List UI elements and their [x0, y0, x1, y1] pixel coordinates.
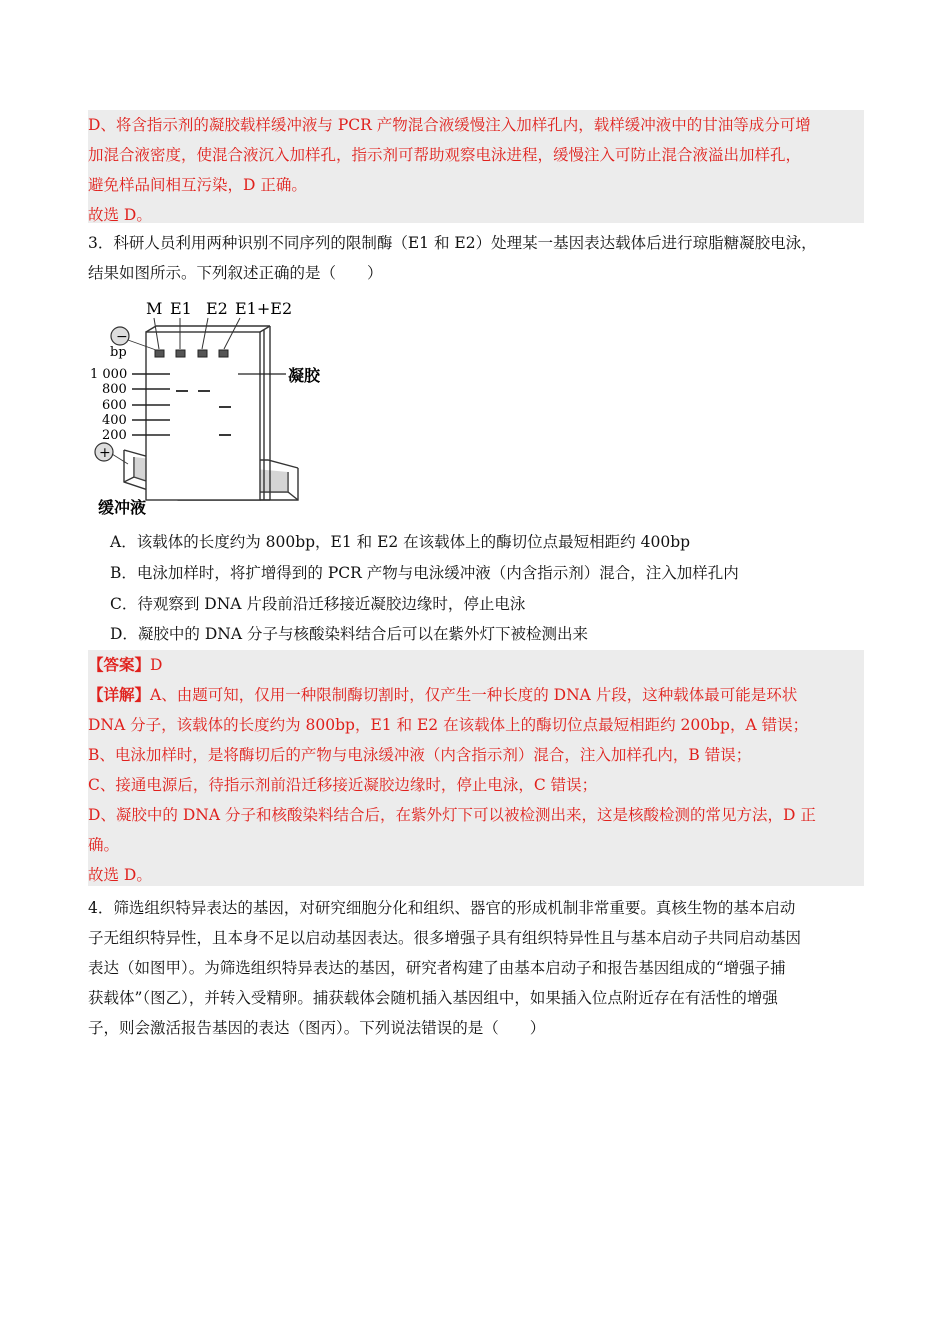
answer-value: D	[150, 656, 163, 674]
gel-label: 凝胶	[288, 366, 321, 385]
question-stem-line: 子，则会激活报告基因的表达（图丙）。下列说法错误的是（ ）	[88, 1019, 546, 1037]
option-b: B．电泳加样时，将扩增得到的 PCR 产物与电泳缓冲液（内含指示剂）混合，注入加样孔内	[110, 564, 739, 582]
positive-sign: +	[99, 445, 111, 461]
question-stem-line: 子无组织特异性，且本身不足以启动基因表达。很多增强子具有组织特异性且与基本启动子共同启动基因	[88, 929, 802, 947]
answer-explanation	[88, 650, 864, 886]
detail-line: C、接通电源后，待指示剂前沿迁移接近凝胶边缘时，停止电泳，C 错误；	[88, 776, 598, 794]
detail-line: D、凝胶中的 DNA 分子和核酸染料结合后，在紫外灯下可以被检测出来，这是核酸检测的常见方法，D 正	[88, 806, 816, 824]
marker-label-200: 200	[102, 428, 127, 443]
option-c: C．待观察到 DNA 片段前沿迁移接近凝胶边缘时，停止电泳	[110, 595, 526, 613]
detail-line: DNA 分子，该载体的长度约为 800bp，E1 和 E2 在该载体上的酶切位点最短相距约 200bp，A 错误；	[88, 716, 809, 734]
detail-conclusion: 故选 D。	[88, 866, 152, 884]
detail-line: B、电泳加样时，是将酶切后的产物与电泳缓冲液（内含指示剂）混合，注入加样孔内，B 错误；	[88, 746, 752, 764]
marker-label-800: 800	[102, 382, 127, 397]
answer-line	[88, 650, 864, 680]
bp-label: bp	[110, 345, 127, 360]
answer-tag: 【答案】	[88, 655, 151, 674]
gel-electrophoresis-figure	[88, 292, 348, 524]
marker-label-600: 600	[102, 398, 127, 413]
question-4-stem	[88, 893, 864, 1043]
explanation-line: 加混合液密度，使混合液沉入加样孔，指示剂可帮助观察电泳进程，缓慢注入可防止混合液溢出加样孔，	[88, 146, 802, 164]
buffer-label: 缓冲液	[98, 498, 147, 517]
detail-text: A、由题可知，仅用一种限制酶切割时，仅产生一种长度的 DNA 片段，这种载体最可能是环状	[150, 686, 798, 704]
option-a: A．该载体的长度约为 800bp，E1 和 E2 在该载体上的酶切位点最短相距约 400bp	[110, 533, 691, 551]
marker-label-400: 400	[102, 413, 127, 428]
previous-explanation	[88, 110, 864, 223]
detail-tag: 【详解】	[88, 685, 151, 704]
detail-line: 确。	[88, 836, 120, 854]
lane-label-m: M	[146, 299, 163, 318]
lane-label-e1e2: E1+E2	[235, 299, 293, 318]
option-d: D．凝胶中的 DNA 分子与核酸染料结合后可以在紫外灯下被检测出来	[110, 625, 588, 643]
question-stem-line: 表达（如图甲）。为筛选组织特异表达的基因，研究者构建了由基本启动子和报告基因组成的“增强子捕	[88, 959, 786, 977]
explanation-line: 避免样品间相互污染，D 正确。	[88, 176, 307, 194]
explanation-line: D、将含指示剂的凝胶载样缓冲液与 PCR 产物混合液缓慢注入加样孔内，载样缓冲液中的甘油等成分可增	[88, 116, 811, 134]
gel-slab	[146, 326, 270, 500]
lane-label-e2: E2	[206, 299, 228, 318]
question-stem-line: 结果如图所示。下列叙述正确的是（ ）	[88, 264, 383, 282]
lane-label-e1: E1	[170, 299, 192, 318]
negative-sign: −	[116, 329, 128, 345]
question-stem-line: 4．筛选组织特异表达的基因，对研究细胞分化和组织、器官的形成机制非常重要。真核生物的基本启动	[88, 899, 796, 917]
explanation-conclusion: 故选 D。	[88, 206, 152, 224]
question-stem-line: 获载体”（图乙），并转入受精卵。捕获载体会随机插入基因组中，如果插入位点附近存在有活性的增强	[88, 989, 778, 1007]
marker-label-1000: 1 000	[90, 367, 128, 382]
detail-line	[88, 680, 864, 710]
question-3-stem	[88, 228, 864, 288]
question-stem-line: 3．科研人员利用两种识别不同序列的限制酶（E1 和 E2）处理某一基因表达载体后进行琼脂糖凝胶电泳，	[88, 234, 817, 252]
